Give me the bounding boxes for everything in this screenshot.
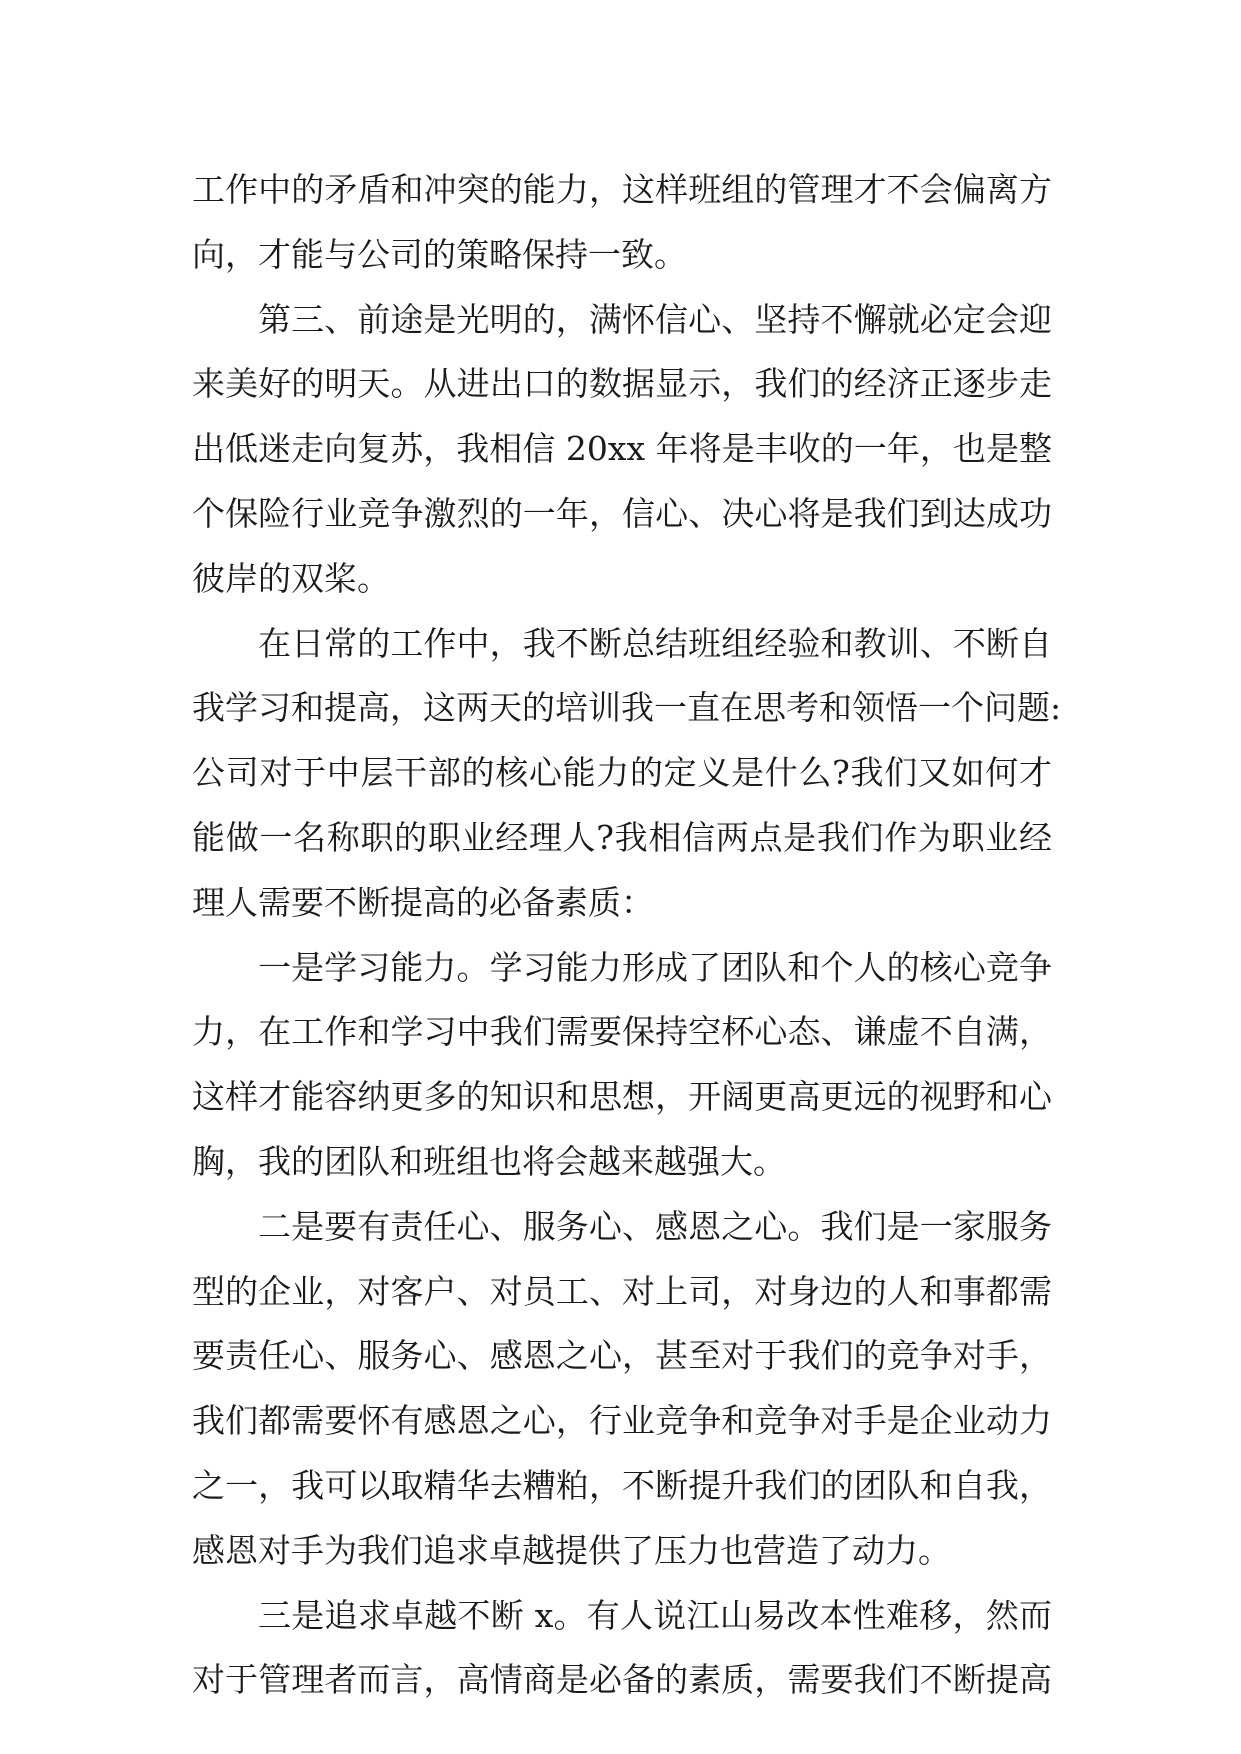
text-line: 能做一名称职的职业经理人?我相信两点是我们作为职业经: [192, 817, 1052, 857]
text-line: 理人需要不断提高的必备素质：: [192, 882, 654, 922]
text-line: 力，在工作和学习中我们需要保持空杯心态、谦虚不自满，: [192, 1012, 1052, 1052]
text-line: 向，才能与公司的策略保持一致。: [192, 234, 687, 274]
text-line: 之一，我可以取精华去糟粕，不断提升我们的团队和自我，: [192, 1465, 1052, 1505]
text-line: 二是要有责任心、服务心、感恩之心。我们是一家服务: [258, 1206, 1052, 1246]
text-line: 公司对于中层干部的核心能力的定义是什么?我们又如何才: [192, 753, 1052, 793]
text-line: 这样才能容纳更多的知识和思想，开阔更高更远的视野和心: [192, 1077, 1052, 1117]
paragraph-4: [192, 936, 1052, 1195]
text-line: 来美好的明天。从进出口的数据显示，我们的经济正逐步走: [192, 364, 1052, 404]
paragraph-6: [192, 1584, 1052, 1714]
text-line: 型的企业，对客户、对员工、对上司，对身边的人和事都需: [192, 1271, 1052, 1311]
text-line: 工作中的矛盾和冲突的能力，这样班组的管理才不会偏离方: [192, 170, 1052, 209]
text-line: 对于管理者而言，高情商是必备的素质，需要我们不断提高: [192, 1660, 1052, 1700]
document-body: [192, 158, 1062, 1713]
text-line: 我们都需要怀有感恩之心，行业竞争和竞争对手是企业动力: [192, 1401, 1052, 1441]
paragraph-5: [192, 1195, 1052, 1584]
text-line: 一是学习能力。学习能力形成了团队和个人的核心竞争: [258, 947, 1052, 987]
text-line: 出低迷走向复苏，我相信 20xx 年将是丰收的一年，也是整: [192, 429, 1052, 469]
text-line: 彼岸的双桨。: [192, 558, 390, 598]
paragraph-3: [192, 612, 1062, 936]
text-line: 要责任心、服务心、感恩之心，甚至对于我们的竞争对手，: [192, 1336, 1052, 1376]
paragraph-2: [192, 288, 1052, 612]
text-line: 胸，我的团队和班组也将会越来越强大。: [192, 1141, 786, 1181]
paragraph-1: [192, 158, 1052, 288]
text-line: 第三、前途是光明的，满怀信心、坚持不懈就必定会迎: [258, 299, 1052, 339]
text-line: 我学习和提高，这两天的培训我一直在思考和领悟一个问题:: [192, 688, 1062, 728]
text-line: 在日常的工作中，我不断总结班组经验和教训、不断自: [258, 623, 1052, 663]
text-line: 个保险行业竞争激烈的一年，信心、决心将是我们到达成功: [192, 493, 1052, 533]
text-line: 感恩对手为我们追求卓越提供了压力也营造了动力。: [192, 1530, 951, 1570]
text-line: 三是追求卓越不断 x。有人说江山易改本性难移，然而: [258, 1595, 1052, 1635]
